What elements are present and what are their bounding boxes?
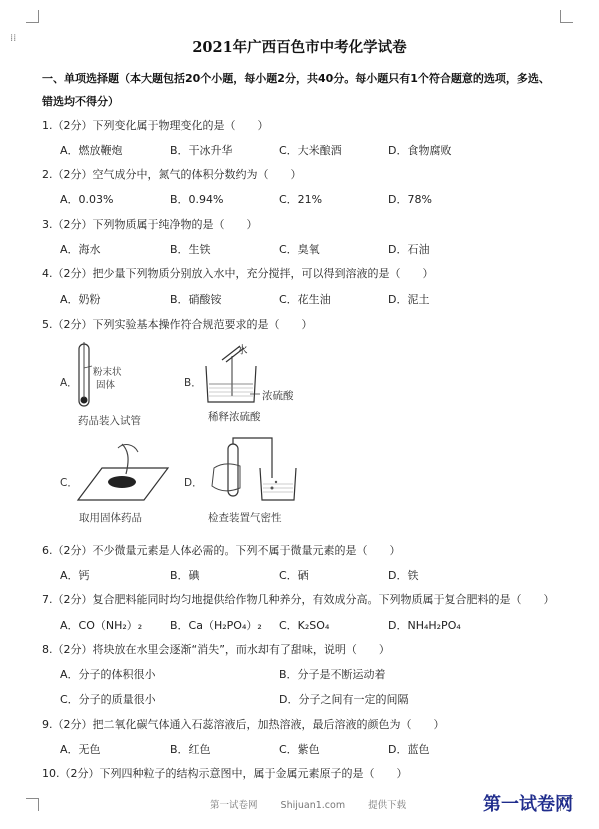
q9-option-a: A．无色 bbox=[60, 743, 101, 756]
question-4: 4.（2分）把少量下列物质分别放入水中，充分搅拌，可以得到溶液的是（ ） bbox=[42, 267, 434, 280]
q9-option-d: D．蓝色 bbox=[388, 743, 430, 756]
figure-d-apparatus bbox=[200, 438, 310, 506]
footer-left: 第一试卷网 bbox=[210, 800, 258, 811]
question-5: 5.（2分）下列实验基本操作符合规范要求的是（ ） bbox=[42, 318, 313, 331]
q4-option-c: C．花生油 bbox=[279, 293, 331, 306]
q1-option-c: C．大米酿酒 bbox=[279, 144, 342, 157]
figure-b-letter: B． bbox=[184, 377, 202, 389]
margin-mark-top-right bbox=[560, 10, 573, 23]
q8-option-d: D．分子之间有一定的间隔 bbox=[279, 693, 409, 706]
q4-option-b: B．硝酸铵 bbox=[170, 293, 222, 306]
q7-option-a: A．CO（NH₂）₂ bbox=[60, 619, 143, 632]
q1-option-d: D．食物腐败 bbox=[388, 144, 452, 157]
question-10: 10.（2分）下列四种粒子的结构示意图中，属于金属元素原子的是（ ） bbox=[42, 767, 408, 780]
q9-option-b: B．红色 bbox=[170, 743, 211, 756]
q3-option-d: D．石油 bbox=[388, 243, 430, 256]
q7-option-b: B．Ca（H₂PO₄）₂ bbox=[170, 619, 262, 632]
question-7: 7.（2分）复合肥料能同时均匀地提供给作物几种养分，有效成分高。下列物质属于复合肥料的是（ ） bbox=[42, 593, 555, 606]
q4-option-d: D．泥土 bbox=[388, 293, 430, 306]
figure-b-water-label: 水 bbox=[237, 344, 248, 356]
figure-d-caption: 检查装置气密性 bbox=[208, 512, 282, 524]
q2-option-b: B．0.94% bbox=[170, 193, 224, 206]
question-9: 9.（2分）把二氧化碳气体通入石蕊溶液后，加热溶液，最后溶液的颜色为（ ） bbox=[42, 718, 445, 731]
figure-a-letter: A． bbox=[60, 377, 78, 389]
q8-option-a: A．分子的体积很小 bbox=[60, 668, 156, 681]
q8-option-c: C．分子的质量很小 bbox=[60, 693, 156, 706]
drag-handle-icon[interactable]: ⁞⁞ bbox=[10, 33, 17, 44]
figure-c-letter: C． bbox=[60, 477, 78, 489]
figure-d-letter: D． bbox=[184, 477, 203, 489]
brand-logo: 第一试卷网 bbox=[483, 794, 573, 815]
q3-option-a: A．海水 bbox=[60, 243, 101, 256]
q2-option-c: C．21% bbox=[279, 193, 323, 206]
figure-a-caption: 药品装入试管 bbox=[78, 415, 141, 427]
footer-right: 提供下载 bbox=[368, 800, 407, 811]
q1-option-b: B．干冰升华 bbox=[170, 144, 233, 157]
q6-option-d: D．铁 bbox=[388, 569, 419, 582]
figure-c-caption: 取用固体药品 bbox=[79, 512, 142, 524]
q2-option-a: A．0.03% bbox=[60, 193, 114, 206]
question-1: 1.（2分）下列变化属于物理变化的是（ ） bbox=[42, 119, 269, 132]
figure-b-acid-label: 浓硫酸 bbox=[262, 390, 294, 402]
q3-option-c: C．臭氧 bbox=[279, 243, 320, 256]
question-6: 6.（2分）不少微量元素是人体必需的。下列不属于微量元素的是（ ） bbox=[42, 544, 401, 557]
figure-c-solid-on-paper bbox=[78, 440, 168, 505]
q6-option-c: C．硒 bbox=[279, 569, 309, 582]
section-heading-cont: 错选均不得分） bbox=[42, 95, 119, 108]
figure-b-caption: 稀释浓硫酸 bbox=[208, 411, 261, 423]
q9-option-c: C．紫色 bbox=[279, 743, 320, 756]
margin-mark-bottom-left bbox=[26, 798, 39, 811]
margin-mark-top-left bbox=[26, 10, 39, 23]
q4-option-a: A．奶粉 bbox=[60, 293, 101, 306]
q6-option-b: B．碘 bbox=[170, 569, 200, 582]
page-title: 2021年广西百色市中考化学试卷 bbox=[192, 39, 407, 56]
question-2: 2.（2分）空气成分中，氮气的体积分数约为（ ） bbox=[42, 168, 302, 181]
q6-option-a: A．钙 bbox=[60, 569, 90, 582]
figure-a-tube-label-2: 固体 bbox=[96, 380, 116, 391]
question-8: 8.（2分）将块放在水里会逐渐“消失”，而水却有了甜味，说明（ ） bbox=[42, 643, 390, 656]
q1-option-a: A．燃放鞭炮 bbox=[60, 144, 123, 157]
section-heading: 一、单项选择题（本大题包括20个小题，每小题2分，共40分。每小题只有1个符合题意的选项，多选、 bbox=[42, 72, 550, 85]
question-3: 3.（2分）下列物质属于纯净物的是（ ） bbox=[42, 218, 258, 231]
q3-option-b: B．生铁 bbox=[170, 243, 211, 256]
q8-option-b: B．分子是不断运动着 bbox=[279, 668, 386, 681]
q7-option-c: C．K₂SO₄ bbox=[279, 619, 330, 632]
footer-middle[interactable]: Shijuan1.com bbox=[280, 800, 346, 811]
q7-option-d: D．NH₄H₂PO₄ bbox=[388, 619, 461, 632]
figure-a-tube-label-1: 粉末状 bbox=[93, 367, 122, 378]
page-footer bbox=[210, 797, 426, 811]
q2-option-d: D．78% bbox=[388, 193, 432, 206]
